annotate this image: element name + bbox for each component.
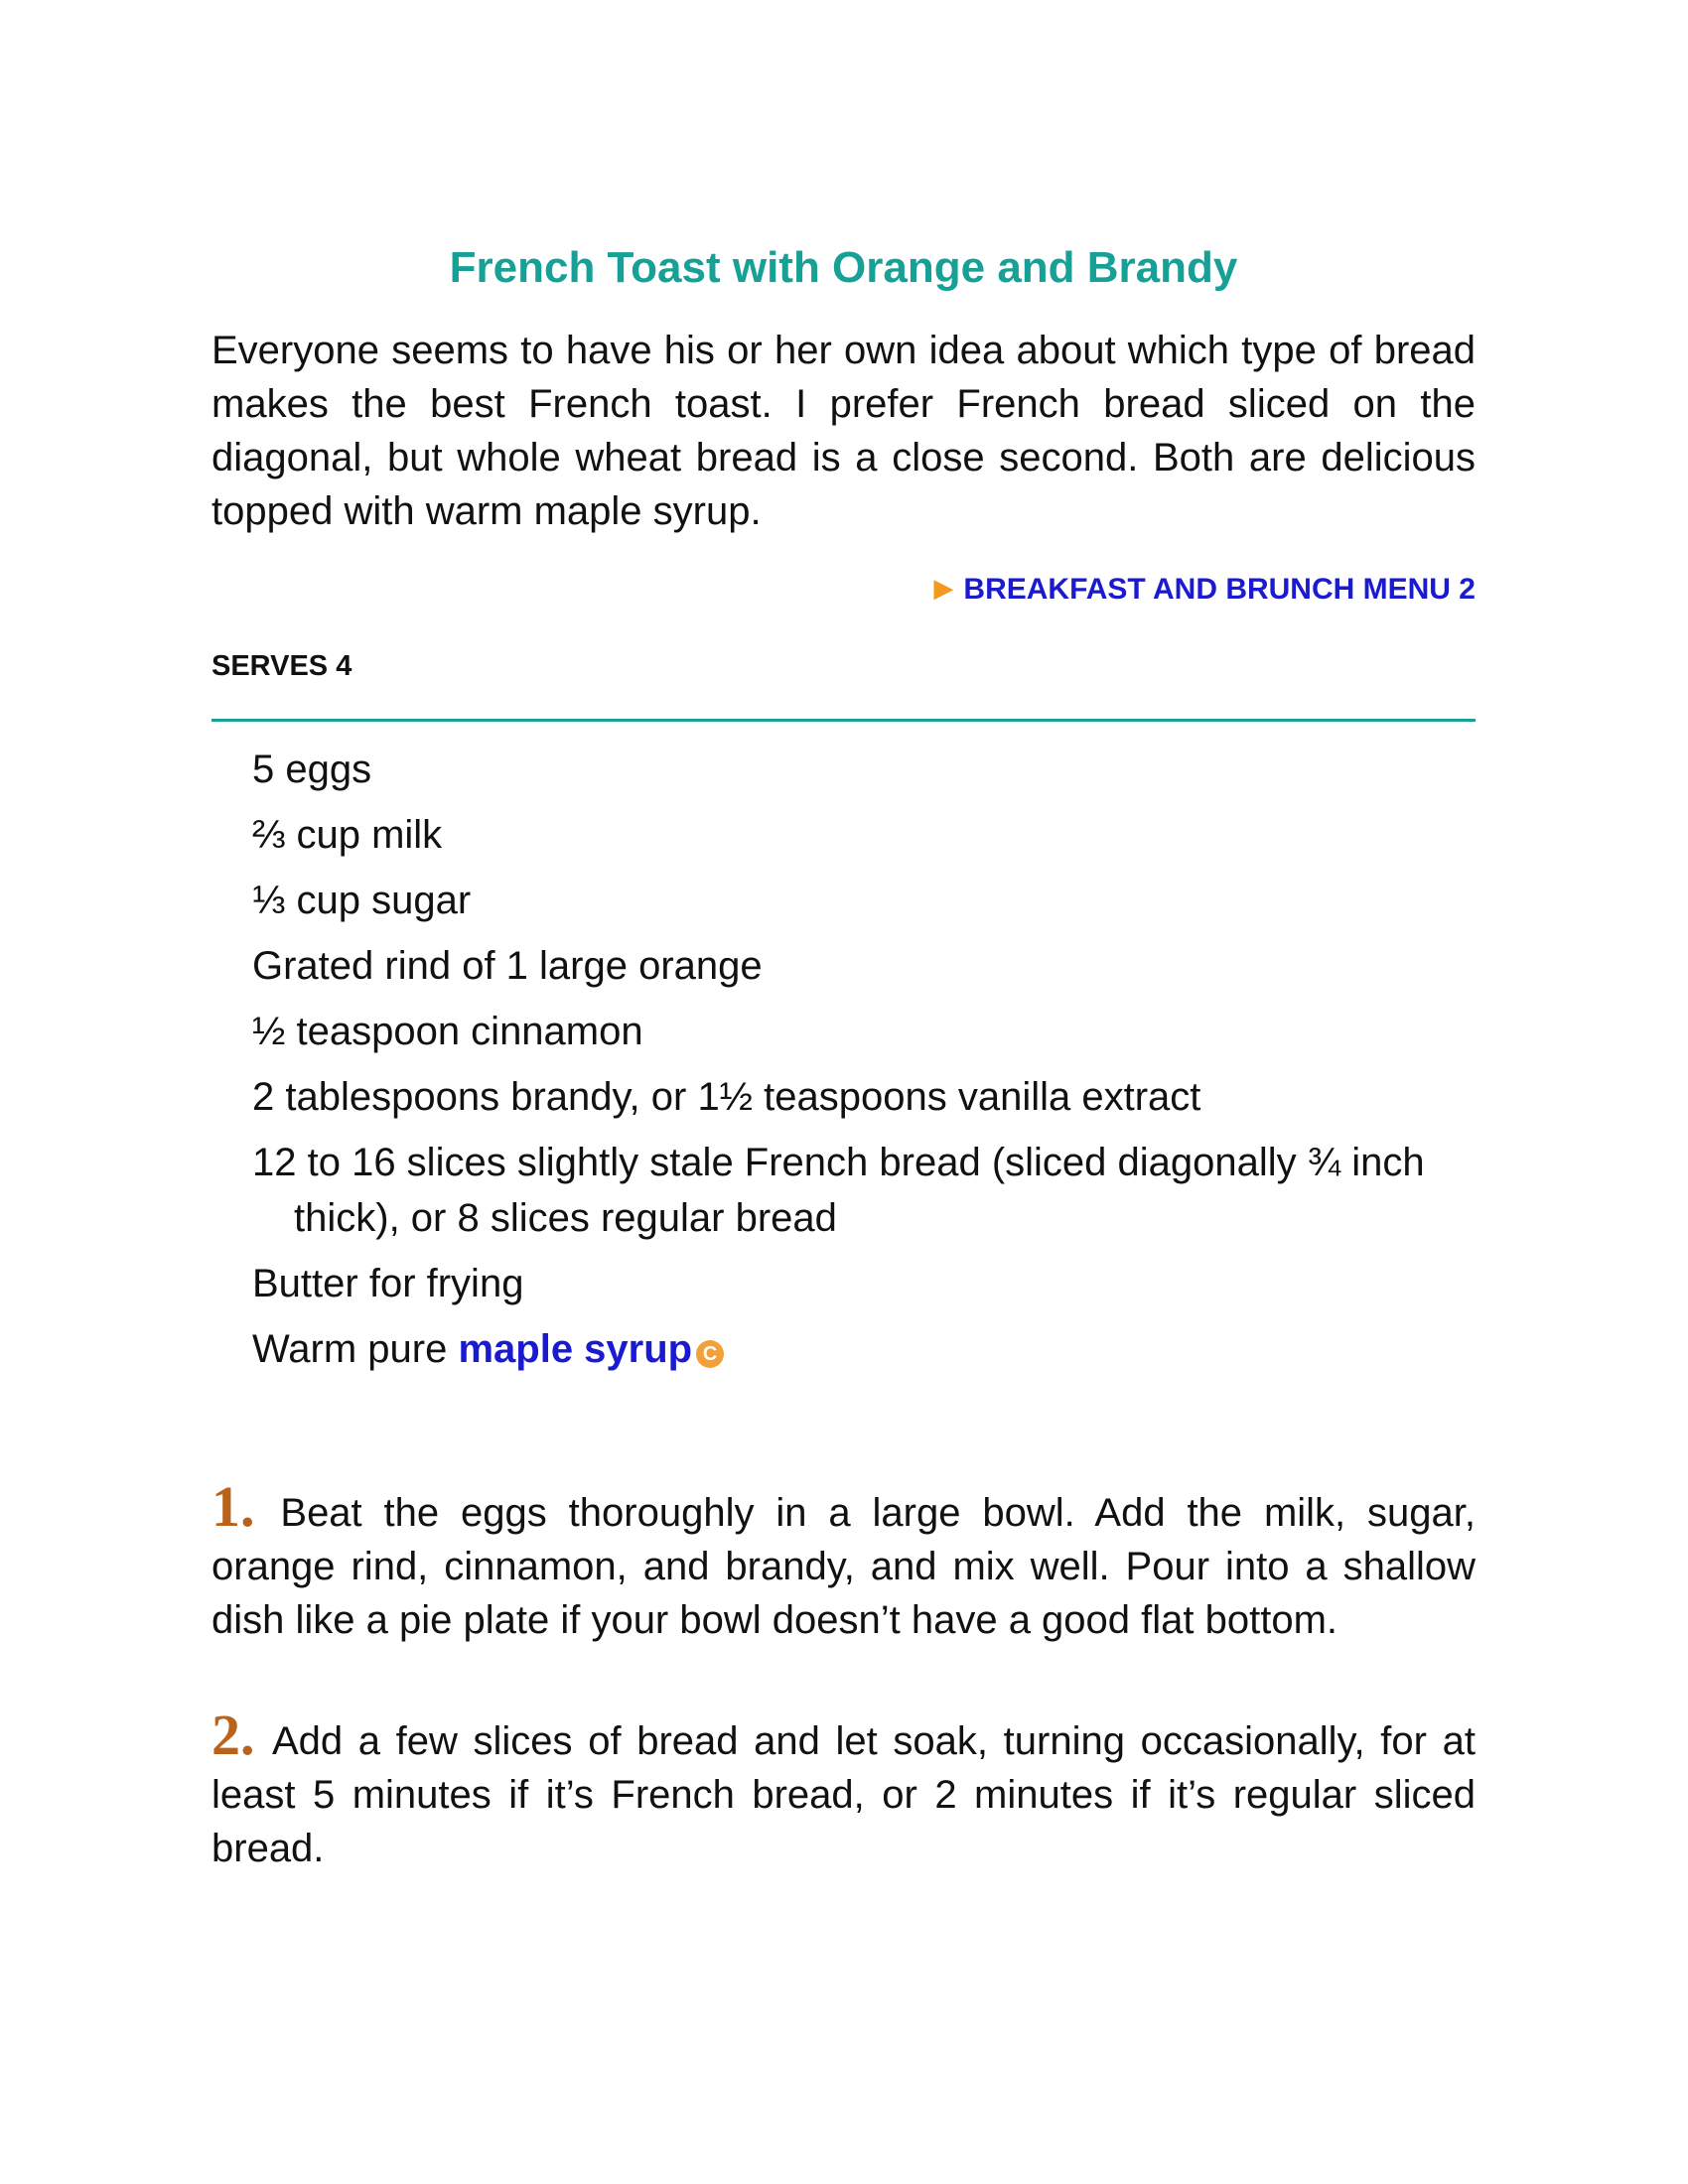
recipe-intro: Everyone seems to have his or her own idea about which type of bread makes the best French toast. I prefer French bread sliced on the diagonal, but whole wheat bread is a close second. Both are delicious topped with warm maple syrup. (211, 329, 1476, 533)
section-divider (211, 719, 1476, 722)
ingredient-item: 5 eggs (252, 748, 372, 791)
ingredient-item: 12 to 16 slices slightly stale French bread (sliced diagonally ¾ inch thick), or 8 slices regular bread (252, 1141, 1425, 1240)
menu-link-row (211, 568, 1476, 610)
c-circle-icon[interactable]: C (696, 1340, 724, 1368)
ingredient-item: ⅓ cup sugar (252, 879, 472, 922)
right-triangle-icon: ▶ (933, 573, 954, 603)
ingredient-item: Butter for frying (252, 1262, 524, 1305)
ingredient-prefix: Warm pure (252, 1327, 459, 1371)
serves-label: SERVES 4 (211, 650, 352, 682)
ingredient-item: ⅔ cup milk (252, 813, 443, 857)
step-number: 2. (211, 1703, 255, 1767)
step-2 (211, 1703, 1476, 1875)
ingredient-item: 2 tablespoons brandy, or 1½ teaspoons vanilla extract (252, 1075, 1201, 1119)
step-text: Add a few slices of bread and let soak, turning occasionally, for at least 5 minutes if it’s French bread, or 2 minutes if it’s regular sliced bread. (211, 1719, 1476, 1870)
ingredient-item-maple-syrup (252, 1321, 1456, 1377)
step-1 (211, 1474, 1476, 1647)
ingredient-item: Grated rind of 1 large orange (252, 944, 763, 988)
maple-syrup-link[interactable]: maple syrup (458, 1327, 693, 1371)
step-number: 1. (211, 1474, 255, 1539)
ingredient-list (211, 742, 1476, 1377)
breakfast-brunch-menu-link[interactable]: BREAKFAST AND BRUNCH MENU 2 (963, 573, 1476, 606)
ingredient-item: ½ teaspoon cinnamon (252, 1010, 643, 1053)
recipe-title: French Toast with Orange and Brandy (449, 243, 1238, 292)
recipe-page (211, 238, 1476, 1875)
step-text: Beat the eggs thoroughly in a large bowl. Add the milk, sugar, orange rind, cinnamon, and brandy, and mix well. Pour into a shallow dish like a pie plate if your bowl doesn’t have a good flat bottom. (211, 1491, 1476, 1642)
